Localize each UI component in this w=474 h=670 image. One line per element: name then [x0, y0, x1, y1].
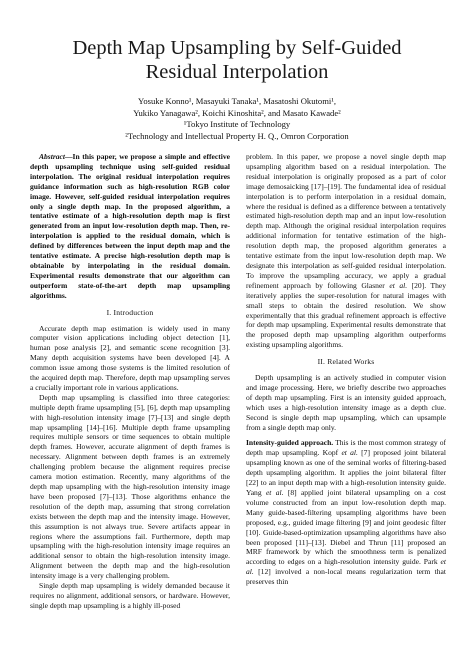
related-p2-text-d: [12] involved a non-local means regularization term that preserves thin — [246, 567, 447, 587]
author-line-1: Yosuke Konno¹, Masayuki Tanaka¹, Masatoshi Okutomi¹, — [137, 96, 336, 106]
paper-title — [30, 36, 444, 84]
section-heading-related-works: II. Related Works — [317, 357, 375, 367]
related-p2-etal-2: et al. — [265, 488, 284, 497]
abstract-text: In this paper, we propose a simple and effective depth upsampling technique using self-guided residual interpolation. The original residual interpolation requires guidance information such as high-resolution RGB color image. However, self-guided residual interpolation requires only a single depth map. In the proposed algorithm, a tentative estimate of a high-resolution depth map is first generated from an input low-resolution depth map. Then, re-interpolation is applied to the residual domain, which is defined by differences between the input depth map and the tentative estimate. A precise high-resolution depth map is obtainable by interpolating in the residual domain. Experimental results demonstrate that our algorithm can outperform state-of-the-art depth map upsampling algorithms. — [30, 152, 230, 300]
intensity-guided-heading: Intensity-guided approach. — [246, 438, 334, 448]
author-block — [40, 96, 434, 142]
related-p2-etal-3: et al. — [246, 557, 446, 577]
intro-paragraph-1: Accurate depth map estimation is widely used in many computer vision applications including object detection [1], human pose analysis [2], and semantic scene recognition [3]. Many depth acquisition systems have been developed [4]. A common issue among those systems is the limited resolution of the acquired depth map. Therefore, depth map upsampling serves a crucially important role in various applications. — [30, 323, 230, 392]
left-column — [30, 152, 230, 611]
intro-cont-text: problem. In this paper, we propose a novel single depth map upsampling algorithm based on a residual interpolation. The residual interpolation is originally proposed as a part of color image demosaicking [17]–[19]. The fundamental idea of residual interpolation is to perform interpolation in a residual domain, where the residual is defined as a difference between a tentatively estimated high-resolution depth map and an input low-resolution depth map. Although the original residual interpolation requires additional information for tentative estimation of the high-resolution depth map, the proposed algorithm generates a tentative estimate from the input low-resolution depth map. We designate this interpolation as self-guided residual interpolation. To improve the upsampling accuracy, we apply a gradual refinement approach by following Glasner — [246, 152, 446, 290]
related-p2-text-c: [8] applied joint bilateral upsampling on a cost volume constructed from an input low-resolution depth map. Many guide-based-filtering upsampling algorithms have been proposed, e.g., guided image filtering [9] and joint geodesic filter [10]. Guide-based-optimization upsampling algorithms have also been proposed [11]–[13]. Diebel and Thrun [11] proposed an MRF framework by which the smoothness term is penalized according to edges on a high-resolution intensity guide. Park — [246, 488, 447, 567]
related-paragraph-2 — [246, 438, 446, 587]
author-line-2: Yukiko Yanagawa², Koichi Kinoshita², and Masato Kawade² — [133, 107, 341, 118]
related-p2-text-a: This is the most common strategy of depth map upsampling. Kopf — [246, 438, 446, 458]
affiliation-2: ²Technology and Intellectual Property H. Q., Omron Corporation — [125, 130, 349, 141]
intro-cont-etal: et al. — [389, 280, 408, 290]
title-line-1: Depth Map Upsampling by Self-Guided — [72, 37, 402, 59]
related-p2-text-b: [7] proposed joint bilateral upsampling known as one of the seminal works of filtering-based depth upsampling algorithm. It applies the joint bilateral filter [22] to an input depth map with a high-resolution intensity guide. Yang — [246, 448, 446, 497]
title-line-2: Residual Interpolation — [145, 61, 329, 83]
related-paragraph-1: Depth upsampling is an actively studied in computer vision and image processing. Here, we briefly describe two approaches of depth map upsampling. First is an intensity guided approach, which uses a high-resolution intensity image as a depth clue. Second is single depth map upsampling, which can upsample from a single depth map only. — [246, 373, 446, 432]
abstract-dash: — — [65, 152, 73, 161]
abstract-label: Abstract — [39, 152, 65, 161]
affiliation-1: ¹Tokyo Institute of Technology — [183, 119, 291, 129]
abstract — [30, 152, 230, 301]
right-column — [246, 152, 446, 587]
intro-paragraph-3: Single depth map upsampling is widely demanded because it requires no alignment, additional sensors, or hardware. However, single depth map upsampling is a highly ill-posed — [30, 581, 230, 610]
intro-paragraph-2: Depth map upsampling is classified into three categories: multiple depth frame upsampling [5], [6], depth map upsampling with high-resolution intensity image [7]–[13] and single depth map upsampling [14]–[16]. Multiple depth frame upsampling requires multiple sensors or time sequences to obtain multiple depth frames. However, accurate alignment of depth frames is necessary. Alignment between depth frames is an extremely challenging problem because the alignment requires precise camera motion estimation. Recently, many algorithms of the depth map upsampling with the high-resolution intensity image have been proposed [7]–[13]. Those algorithms enhance the resolution of the depth map, assuming that strong correlation exists between the depth map and the intensity image. However, this assumption is not always true. Severe artifacts appear in regions where the assumptions fail. Furthermore, depth map upsampling with the high-resolution intensity image requires an additional sensor to obtain the high-resolution intensity image. Alignment between the depth map and the high-resolution intensity image is a very challenging problem. — [30, 392, 230, 581]
intro-cont-text-end: [20]. They iteratively applies the super-resolution for natural images with small steps to obtain the desired resolution. We show experimentally that this gradual refinement approach is effective for depth map upsampling. Experimental results demonstrate that the proposed depth map upsampling algorithm outperforms existing upsampling algorithms. — [246, 280, 446, 350]
section-heading-introduction: I. Introduction — [106, 307, 154, 317]
intro-paragraph-continued — [246, 152, 446, 350]
related-p2-etal-1: et al. — [341, 448, 358, 458]
